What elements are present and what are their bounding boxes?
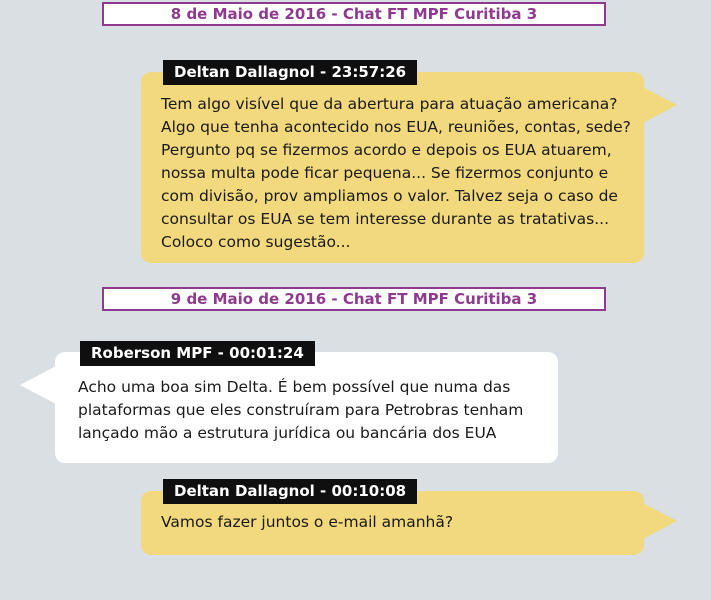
- message-text: [161, 93, 631, 254]
- bubble-tail: [20, 365, 58, 405]
- sender-label: Deltan Dallagnol - 23:57:26: [163, 60, 417, 85]
- message-line: Vamos fazer juntos o e-mail amanhã?: [161, 513, 454, 531]
- message-line: consultar os EUA se tem interesse durante as tratativas...: [161, 210, 610, 228]
- message-text: [78, 376, 523, 445]
- date-banner: 8 de Maio de 2016 - Chat FT MPF Curitiba 3: [102, 2, 606, 26]
- message-bubble: [141, 72, 644, 263]
- sender-label: Roberson MPF - 00:01:24: [80, 341, 315, 366]
- message-line: nossa multa pode ficar pequena... Se fizermos conjunto e: [161, 164, 609, 182]
- message-line: com divisão, prov ampliamos o valor. Talvez seja o caso de: [161, 187, 618, 205]
- message-line: lançado mão a estrutura jurídica ou bancária dos EUA: [78, 424, 497, 442]
- message-bubble: [55, 352, 558, 463]
- message-line: Acho uma boa sim Delta. É bem possível que numa das: [78, 378, 511, 396]
- message-line: Algo que tenha acontecido nos EUA, reuniões, contas, sede?: [161, 118, 631, 136]
- message-text: [161, 511, 453, 534]
- message-line: Pergunto pq se fizermos acordo e depois os EUA atuarem,: [161, 141, 612, 159]
- message-line: Coloco como sugestão...: [161, 233, 351, 251]
- sender-label: Deltan Dallagnol - 00:10:08: [163, 479, 417, 504]
- message-line: Tem algo visível que da abertura para atuação americana?: [161, 95, 618, 113]
- bubble-tail: [639, 501, 677, 541]
- date-banner: 9 de Maio de 2016 - Chat FT MPF Curitiba 3: [102, 287, 606, 311]
- bubble-tail: [639, 85, 677, 125]
- message-line: plataformas que eles construíram para Petrobras tenham: [78, 401, 524, 419]
